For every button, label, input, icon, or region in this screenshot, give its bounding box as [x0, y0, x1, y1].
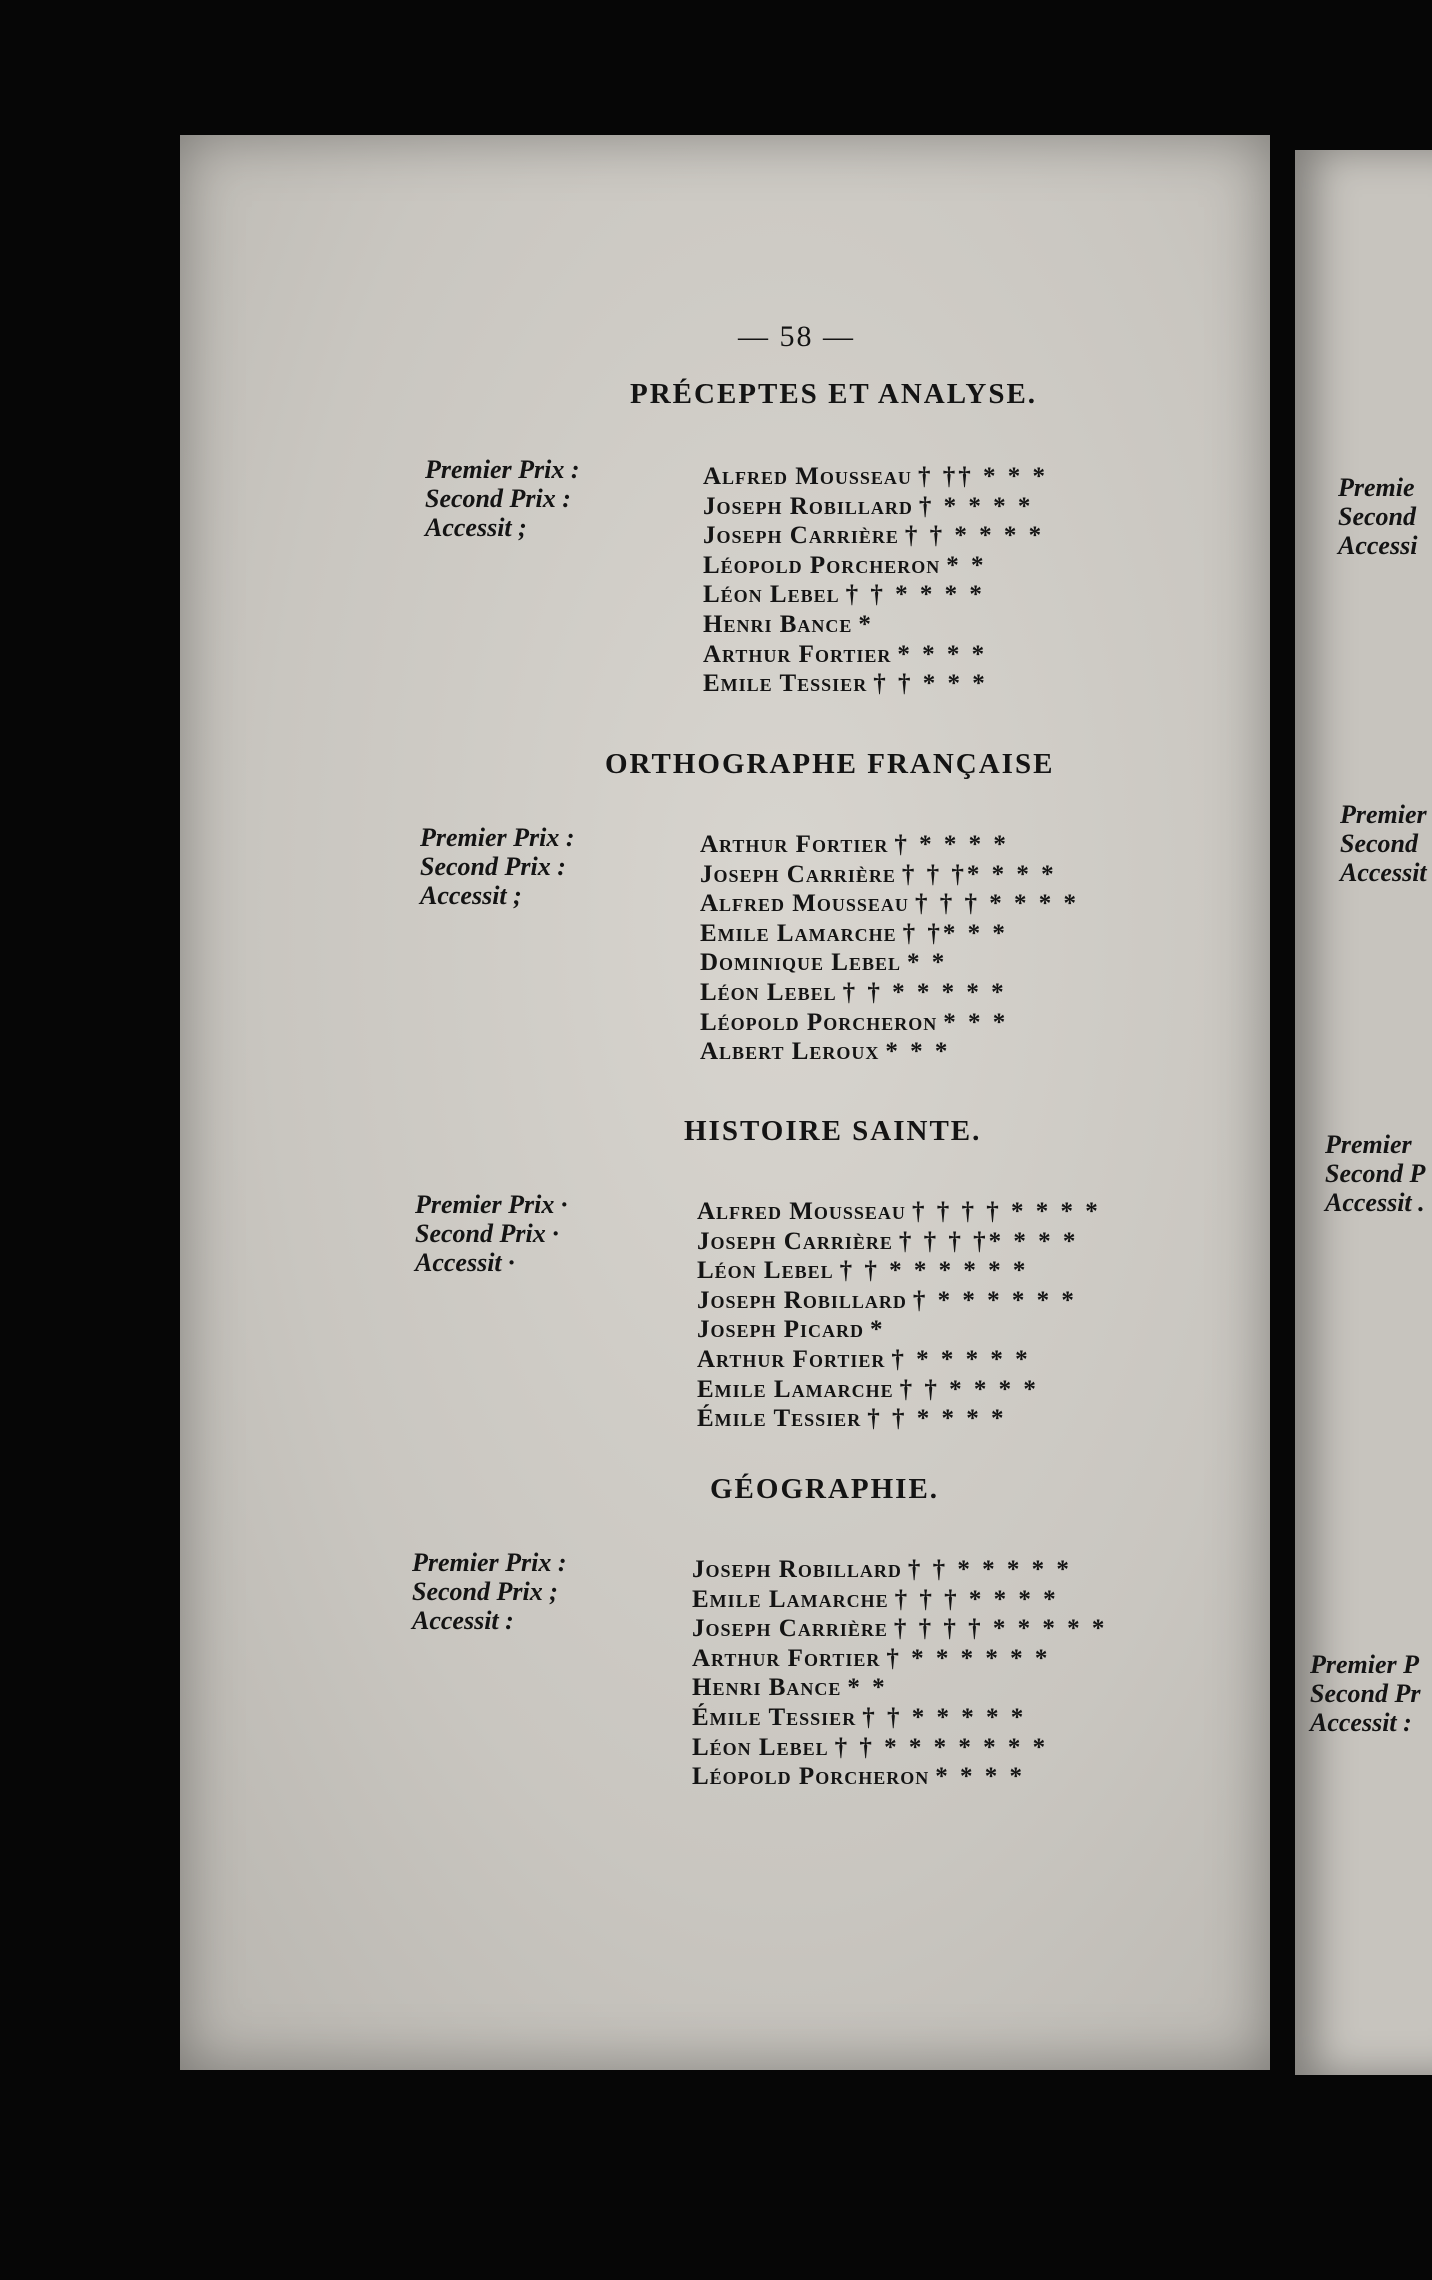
merit-marks: † † * * * — [873, 670, 988, 698]
student-name: Léopold Porcheron — [700, 1008, 938, 1036]
student-name: Joseph Carrière — [703, 522, 899, 550]
prize-entry — [700, 830, 1079, 860]
prize-entry — [697, 1197, 1101, 1227]
prize-entry — [703, 580, 1048, 610]
student-name: Léon Lebel — [692, 1733, 829, 1761]
section-title-orthographe: ORTHOGRAPHE FRANÇAISE — [605, 748, 1055, 780]
merit-marks: * * * — [885, 1038, 951, 1066]
prize-entry — [703, 492, 1048, 522]
names-list-histoire-sainte — [697, 1197, 1101, 1434]
prize-labels-preceptes — [425, 455, 580, 542]
merit-marks: * * * * — [935, 1763, 1025, 1791]
prize-entry — [703, 669, 1048, 699]
merit-marks: † † * * * * * * — [839, 1257, 1029, 1285]
merit-marks: † † * * * * — [904, 522, 1045, 550]
prize-entry — [692, 1644, 1107, 1674]
prize-entry — [700, 948, 1079, 978]
facing-label: Accessit : — [1310, 1708, 1412, 1737]
prize-entry — [692, 1614, 1107, 1644]
student-name: Henri Bance — [692, 1674, 842, 1702]
student-name: Léon Lebel — [703, 581, 840, 609]
prize-labels-geographie — [412, 1548, 567, 1635]
names-list-orthographe — [700, 830, 1079, 1067]
prize-entry — [697, 1404, 1101, 1434]
merit-marks: * * — [847, 1674, 888, 1702]
page-number: — 58 — — [738, 320, 855, 353]
facing-label: Second — [1338, 502, 1416, 531]
merit-marks: † † † † * * * * * — [893, 1615, 1108, 1643]
student-name: Joseph Picard — [697, 1316, 865, 1344]
merit-marks: † † † † * * * * — [911, 1198, 1101, 1225]
prize-entry — [692, 1762, 1107, 1792]
student-name: Arthur Fortier — [700, 831, 889, 858]
merit-marks: † * * * * — [918, 492, 1034, 520]
label-premier-prix: Premier Prix : — [420, 823, 575, 852]
facing-page-labels-3 — [1325, 1130, 1425, 1217]
merit-marks: † † † * * * * — [914, 890, 1079, 918]
student-name: Henri Bance — [703, 610, 853, 638]
prize-entry — [703, 462, 1048, 492]
label-accessit: Accessit ; — [420, 881, 522, 910]
prize-entry — [697, 1227, 1101, 1257]
label-accessit: Accessit · — [415, 1248, 515, 1277]
section-title-preceptes: PRÉCEPTES ET ANALYSE. — [630, 378, 1038, 410]
student-name: Emile Lamarche — [692, 1585, 889, 1613]
merit-marks: † * * * * * — [891, 1345, 1031, 1373]
student-name: Joseph Carrière — [692, 1615, 888, 1643]
label-second-prix: Second Prix ; — [412, 1577, 558, 1606]
prize-entry — [700, 1037, 1079, 1067]
student-name: Alfred Mousseau — [697, 1198, 906, 1225]
prize-entry — [700, 978, 1079, 1008]
merit-marks: * * * * — [897, 640, 988, 668]
prize-entry — [692, 1673, 1107, 1703]
student-name: Arthur Fortier — [697, 1345, 886, 1373]
student-name: Léon Lebel — [700, 978, 837, 1006]
facing-label: Second P — [1325, 1159, 1426, 1188]
label-second-prix: Second Prix : — [420, 852, 566, 881]
prize-entry — [703, 521, 1048, 551]
label-premier-prix: Premier Prix : — [425, 455, 580, 484]
student-name: Emile Lamarche — [700, 919, 897, 947]
student-name: Dominique Lebel — [700, 949, 902, 977]
prize-entry — [697, 1315, 1101, 1345]
facing-page-edge — [1295, 150, 1432, 2075]
label-second-prix: Second Prix : — [425, 484, 571, 513]
prize-entry — [703, 610, 1048, 640]
facing-label: Second Pr — [1310, 1679, 1421, 1708]
merit-marks: † † † †* * * * — [898, 1227, 1079, 1255]
section-title-geographie: GÉOGRAPHIE. — [710, 1473, 940, 1505]
facing-page-labels-2 — [1340, 800, 1427, 887]
facing-label: Accessi — [1338, 531, 1418, 560]
merit-marks: * — [858, 610, 874, 638]
merit-marks: † † * * * * * — [842, 978, 1007, 1006]
prize-entry — [692, 1555, 1107, 1585]
facing-label: Accessit — [1340, 858, 1427, 887]
student-name: Alfred Mousseau — [703, 463, 912, 490]
facing-label: Premier — [1340, 800, 1427, 829]
names-list-preceptes — [703, 462, 1048, 699]
label-premier-prix: Premier Prix : — [412, 1548, 567, 1577]
student-name: Joseph Robillard — [703, 492, 913, 520]
prize-entry — [697, 1345, 1101, 1375]
student-name: Emile Tessier — [703, 670, 868, 698]
merit-marks: † † * * * * — [845, 581, 985, 609]
merit-marks: † † * * * * — [867, 1405, 1007, 1433]
label-premier-prix: Premier Prix · — [415, 1190, 568, 1219]
section-title-histoire-sainte: HISTOIRE SAINTE. — [684, 1115, 982, 1147]
prize-entry — [697, 1375, 1101, 1405]
prize-entry — [700, 889, 1079, 919]
student-name: Joseph Robillard — [697, 1286, 907, 1314]
merit-marks: † † * * * * * — [862, 1703, 1027, 1731]
student-name: Émile Tessier — [692, 1703, 857, 1731]
student-name: Arthur Fortier — [692, 1644, 881, 1672]
student-name: Emile Lamarche — [697, 1375, 894, 1403]
merit-marks: † † * * * * * — [907, 1556, 1072, 1583]
student-name: Léopold Porcheron — [703, 551, 941, 579]
prize-entry — [703, 640, 1048, 670]
merit-marks: † † † * * * * — [894, 1585, 1059, 1613]
prize-entry — [692, 1585, 1107, 1615]
student-name: Émile Tessier — [697, 1405, 862, 1433]
merit-marks: † † †* * * * — [901, 860, 1057, 888]
label-second-prix: Second Prix · — [415, 1219, 559, 1248]
student-name: Joseph Robillard — [692, 1556, 902, 1583]
merit-marks: † †* * * — [902, 919, 1008, 947]
facing-label: Premie — [1338, 473, 1415, 502]
prize-entry — [697, 1256, 1101, 1286]
merit-marks: * * * — [943, 1008, 1009, 1036]
merit-marks: * * — [946, 551, 987, 579]
merit-marks: * * — [907, 949, 948, 977]
prize-entry — [700, 919, 1079, 949]
prize-entry — [700, 860, 1079, 890]
merit-marks: † * * * * * * — [912, 1286, 1077, 1314]
prize-labels-histoire-sainte — [415, 1190, 567, 1277]
merit-marks: * — [870, 1316, 886, 1344]
label-accessit: Accessit ; — [425, 513, 527, 542]
merit-marks: † * * * * — [894, 831, 1009, 858]
merit-marks: † † * * * * * * * — [834, 1733, 1049, 1761]
facing-label: Premier P — [1310, 1650, 1420, 1679]
merit-marks: † * * * * * * — [886, 1644, 1051, 1672]
prize-entry — [692, 1733, 1107, 1763]
student-name: Léopold Porcheron — [692, 1763, 930, 1791]
facing-label: Accessit . — [1325, 1188, 1425, 1217]
student-name: Albert Leroux — [700, 1038, 880, 1066]
label-accessit: Accessit : — [412, 1606, 514, 1635]
facing-label: Second — [1340, 829, 1418, 858]
prize-entry — [697, 1286, 1101, 1316]
merit-marks: † † * * * * — [899, 1375, 1039, 1403]
student-name: Alfred Mousseau — [700, 890, 909, 918]
merit-marks: † †† * * * — [917, 463, 1048, 490]
prize-labels-orthographe — [420, 823, 575, 910]
prize-entry — [703, 551, 1048, 581]
facing-page-labels-1 — [1338, 473, 1417, 560]
prize-entry — [692, 1703, 1107, 1733]
student-name: Léon Lebel — [697, 1257, 834, 1285]
student-name: Joseph Carrière — [697, 1227, 893, 1255]
names-list-geographie — [692, 1555, 1107, 1792]
student-name: Joseph Carrière — [700, 860, 896, 888]
facing-label: Premier — [1325, 1130, 1412, 1159]
prize-entry — [700, 1008, 1079, 1038]
facing-page-labels-4 — [1310, 1650, 1421, 1737]
student-name: Arthur Fortier — [703, 640, 892, 668]
